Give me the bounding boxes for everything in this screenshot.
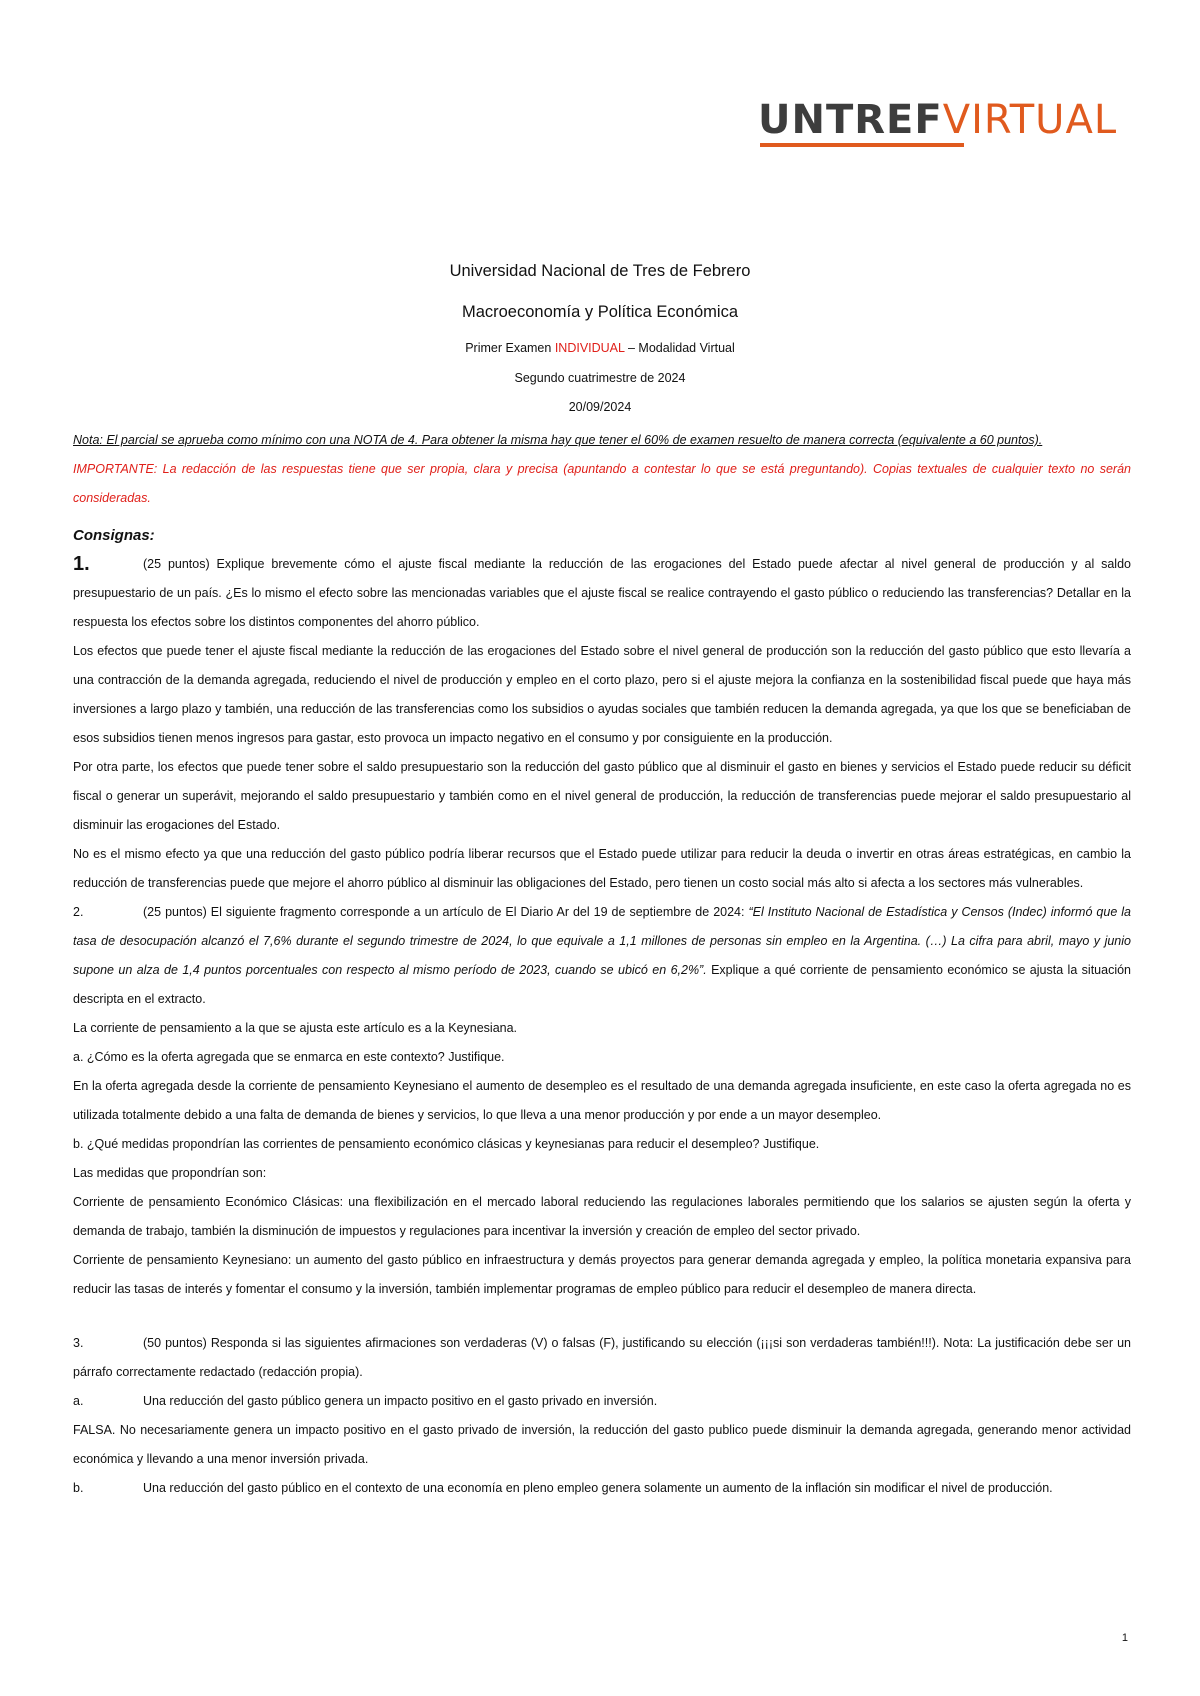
question-2-number: 2. <box>73 905 84 919</box>
important-notice: IMPORTANTE: La redacción de las respuestas tiene que ser propia, clara y precisa (apuntando a contestar lo que se está preguntando). Copias textuales de cualquier texto no serán consideradas. <box>73 462 1131 505</box>
term: Segundo cuatrimestre de 2024 <box>514 371 686 385</box>
answer-1-p3: No es el mismo efecto ya que una reducción del gasto público podría liberar recursos que el Estado puede utilizar para reducir la deuda o invertir en otras áreas estratégicas, en cambio la reducción de transferencias puede que mejore el ahorro público al disminuir las obligaciones del Estado, pero tienen un costo social más alto si afecta a los sectores más vulnerables. <box>73 847 1131 890</box>
question-2b: b. ¿Qué medidas propondrían las corrientes de pensamiento económico clásicas y keynesianas para reducir el desempleo? Justifique. <box>73 1137 820 1151</box>
answer-2: La corriente de pensamiento a la que se ajusta este artículo es a la Keynesiana. <box>73 1021 518 1035</box>
exam-date: 20/09/2024 <box>568 400 632 414</box>
question-2: 2. (25 puntos) El siguiente fragmento corresponde a un artículo de El Diario Ar del 19 de septiembre de 2024: “El Instituto Nacional de Estadística y Censos (Indec) informó que la tasa de desocupación alcanzó el 7,6% durante el segundo trimestre de 2024, lo que equivale a 1,1 millones de personas sin empleo en la Argentina. (…) La cifra para abril, mayo y junio supone un alza de 1,4 puntos porcentuales con respecto al mismo período de 2023, cuando se ubicó en 6,2%”. Explique a qué corriente de pensamiento económico se ajusta la situación descripta en el extracto. <box>73 898 1131 1014</box>
page-number: 1 <box>1121 1632 1128 1644</box>
answer-2a: En la oferta agregada desde la corriente de pensamiento Keynesiano el aumento de desempleo es el resultado de una demanda agregada insuficiente, en este caso la oferta agregada no es utilizada totalmente debido a una falta de demanda de bienes y servicios, lo que lleva a una menor producción y por ende a un mayor desempleo. <box>73 1079 1131 1122</box>
answer-2b-keynes: Corriente de pensamiento Keynesiano: un aumento del gasto público en infraestructura y demás proyectos para generar demanda agregada y empleo, la política monetaria expansiva para reducir las tasas de interés y fomentar el consumo y la inversión, también implementar programas de empleo público para reducir el desempleo de manera directa. <box>73 1253 1131 1296</box>
statement-3a: a. Una reducción del gasto público genera un impacto positivo en el gasto privado en inversión. <box>73 1394 658 1408</box>
question-3-number: 3. <box>73 1336 84 1350</box>
question-3: 3. (50 puntos) Responda si las siguientes afirmaciones son verdaderas (V) o falsas (F), justificando su elección (¡¡¡si son verdaderas también!!!). Nota: La justificación debe ser un párrafo correctamente redactado (redacción propia). <box>73 1329 1131 1387</box>
answer-2b-classic: Corriente de pensamiento Económico Clásicas: una flexibilización en el mercado laboral reduciendo las regulaciones laborales permitiendo que los salarios se ajusten según la oferta y demanda de trabajo, también la disminución de impuestos y regulaciones para incentivar la inversión y creación de empleo del sector privado. <box>73 1195 1131 1238</box>
exam-type: Primer Examen INDIVIDUAL – Modalidad Virtual <box>465 341 735 355</box>
subject-title: Macroeconomía y Política Económica <box>461 303 739 321</box>
consignas-heading: Consignas: <box>73 527 155 544</box>
statement-3b: b. Una reducción del gasto público en el contexto de una economía en pleno empleo genera solamente un aumento de la inflación sin modificar el nivel de producción. <box>73 1481 1053 1495</box>
untref-logo: UNTREFVIRTUAL <box>758 98 1117 142</box>
answer-1-p2: Por otra parte, los efectos que puede tener sobre el saldo presupuestario son la reducción del gasto público que al disminuir el gasto en bienes y servicios el Estado puede reducir su déficit fiscal o generar un superávit, mejorando el saldo presupuestario y también como en el nivel general de producción, la reducción de transferencias puede mejorar el saldo presupuestario al disminuir las erogaciones del Estado. <box>73 760 1131 832</box>
article-quote: “El Instituto Nacional de Estadística y Censos (Indec) informó que la tasa de desocupación alcanzó el 7,6% durante el segundo trimestre de 2024, lo que equivale a 1,1 millones de personas sin empleo en la Argentina. (…) La cifra para abril, mayo y junio supone un alza de 1,4 puntos porcentuales con respecto al mismo período de 2023, cuando se ubicó en 6,2%”. <box>73 905 1132 977</box>
question-1: 1. (25 puntos) Explique brevemente cómo el ajuste fiscal mediante la reducción de las erogaciones del Estado puede afectar al nivel general de producción y al saldo presupuestario de un país. ¿Es lo mismo el efecto sobre las mencionadas variables que el ajuste fiscal se realice contrayendo el gasto público o reduciendo las transferencias? Detallar en la respuesta los efectos sobre los distintos componentes del ahorro público. <box>73 550 1131 637</box>
answer-2b-intro: Las medidas que propondrían son: <box>73 1166 267 1180</box>
university-title: Universidad Nacional de Tres de Febrero <box>449 262 751 280</box>
individual-highlight: INDIVIDUAL <box>554 341 625 355</box>
logo-underline <box>760 143 964 147</box>
exam-content <box>73 426 1131 1503</box>
answer-1-p1: Los efectos que puede tener el ajuste fiscal mediante la reducción de las erogaciones del Estado sobre el nivel general de producción son la reducción del gasto público que esto llevaría a una contracción de la demanda agregada, reduciendo el nivel de producción y empleo en el corto plazo, pero si el ajuste mejora la confianza en la sostenibilidad fiscal puede que haya más inversiones a largo plazo y también, una reducción de las transferencias como los subsidios o ayudas sociales que también reducen la demanda agregada, ya que los que se beneficiaban de esos subsidios tienen menos ingresos para gastar, esto provoca un impacto negativo en el consumo y por consiguiente en la producción. <box>73 644 1131 745</box>
question-1-number: 1. <box>73 553 90 575</box>
answer-3a: FALSA. No necesariamente genera un impacto positivo en el gasto privado de inversión, la reducción del gasto publico puede disminuir la demanda agregada, generando menor actividad económica y llevando a una menor inversión privada. <box>73 1423 1131 1466</box>
note: Nota: El parcial se aprueba como mínimo con una NOTA de 4. Para obtener la misma hay que tener el 60% de examen resuelto de manera correcta (equivalente a 60 puntos). <box>73 433 1043 447</box>
question-2a: a. ¿Cómo es la oferta agregada que se enmarca en este contexto? Justifique. <box>73 1050 505 1064</box>
